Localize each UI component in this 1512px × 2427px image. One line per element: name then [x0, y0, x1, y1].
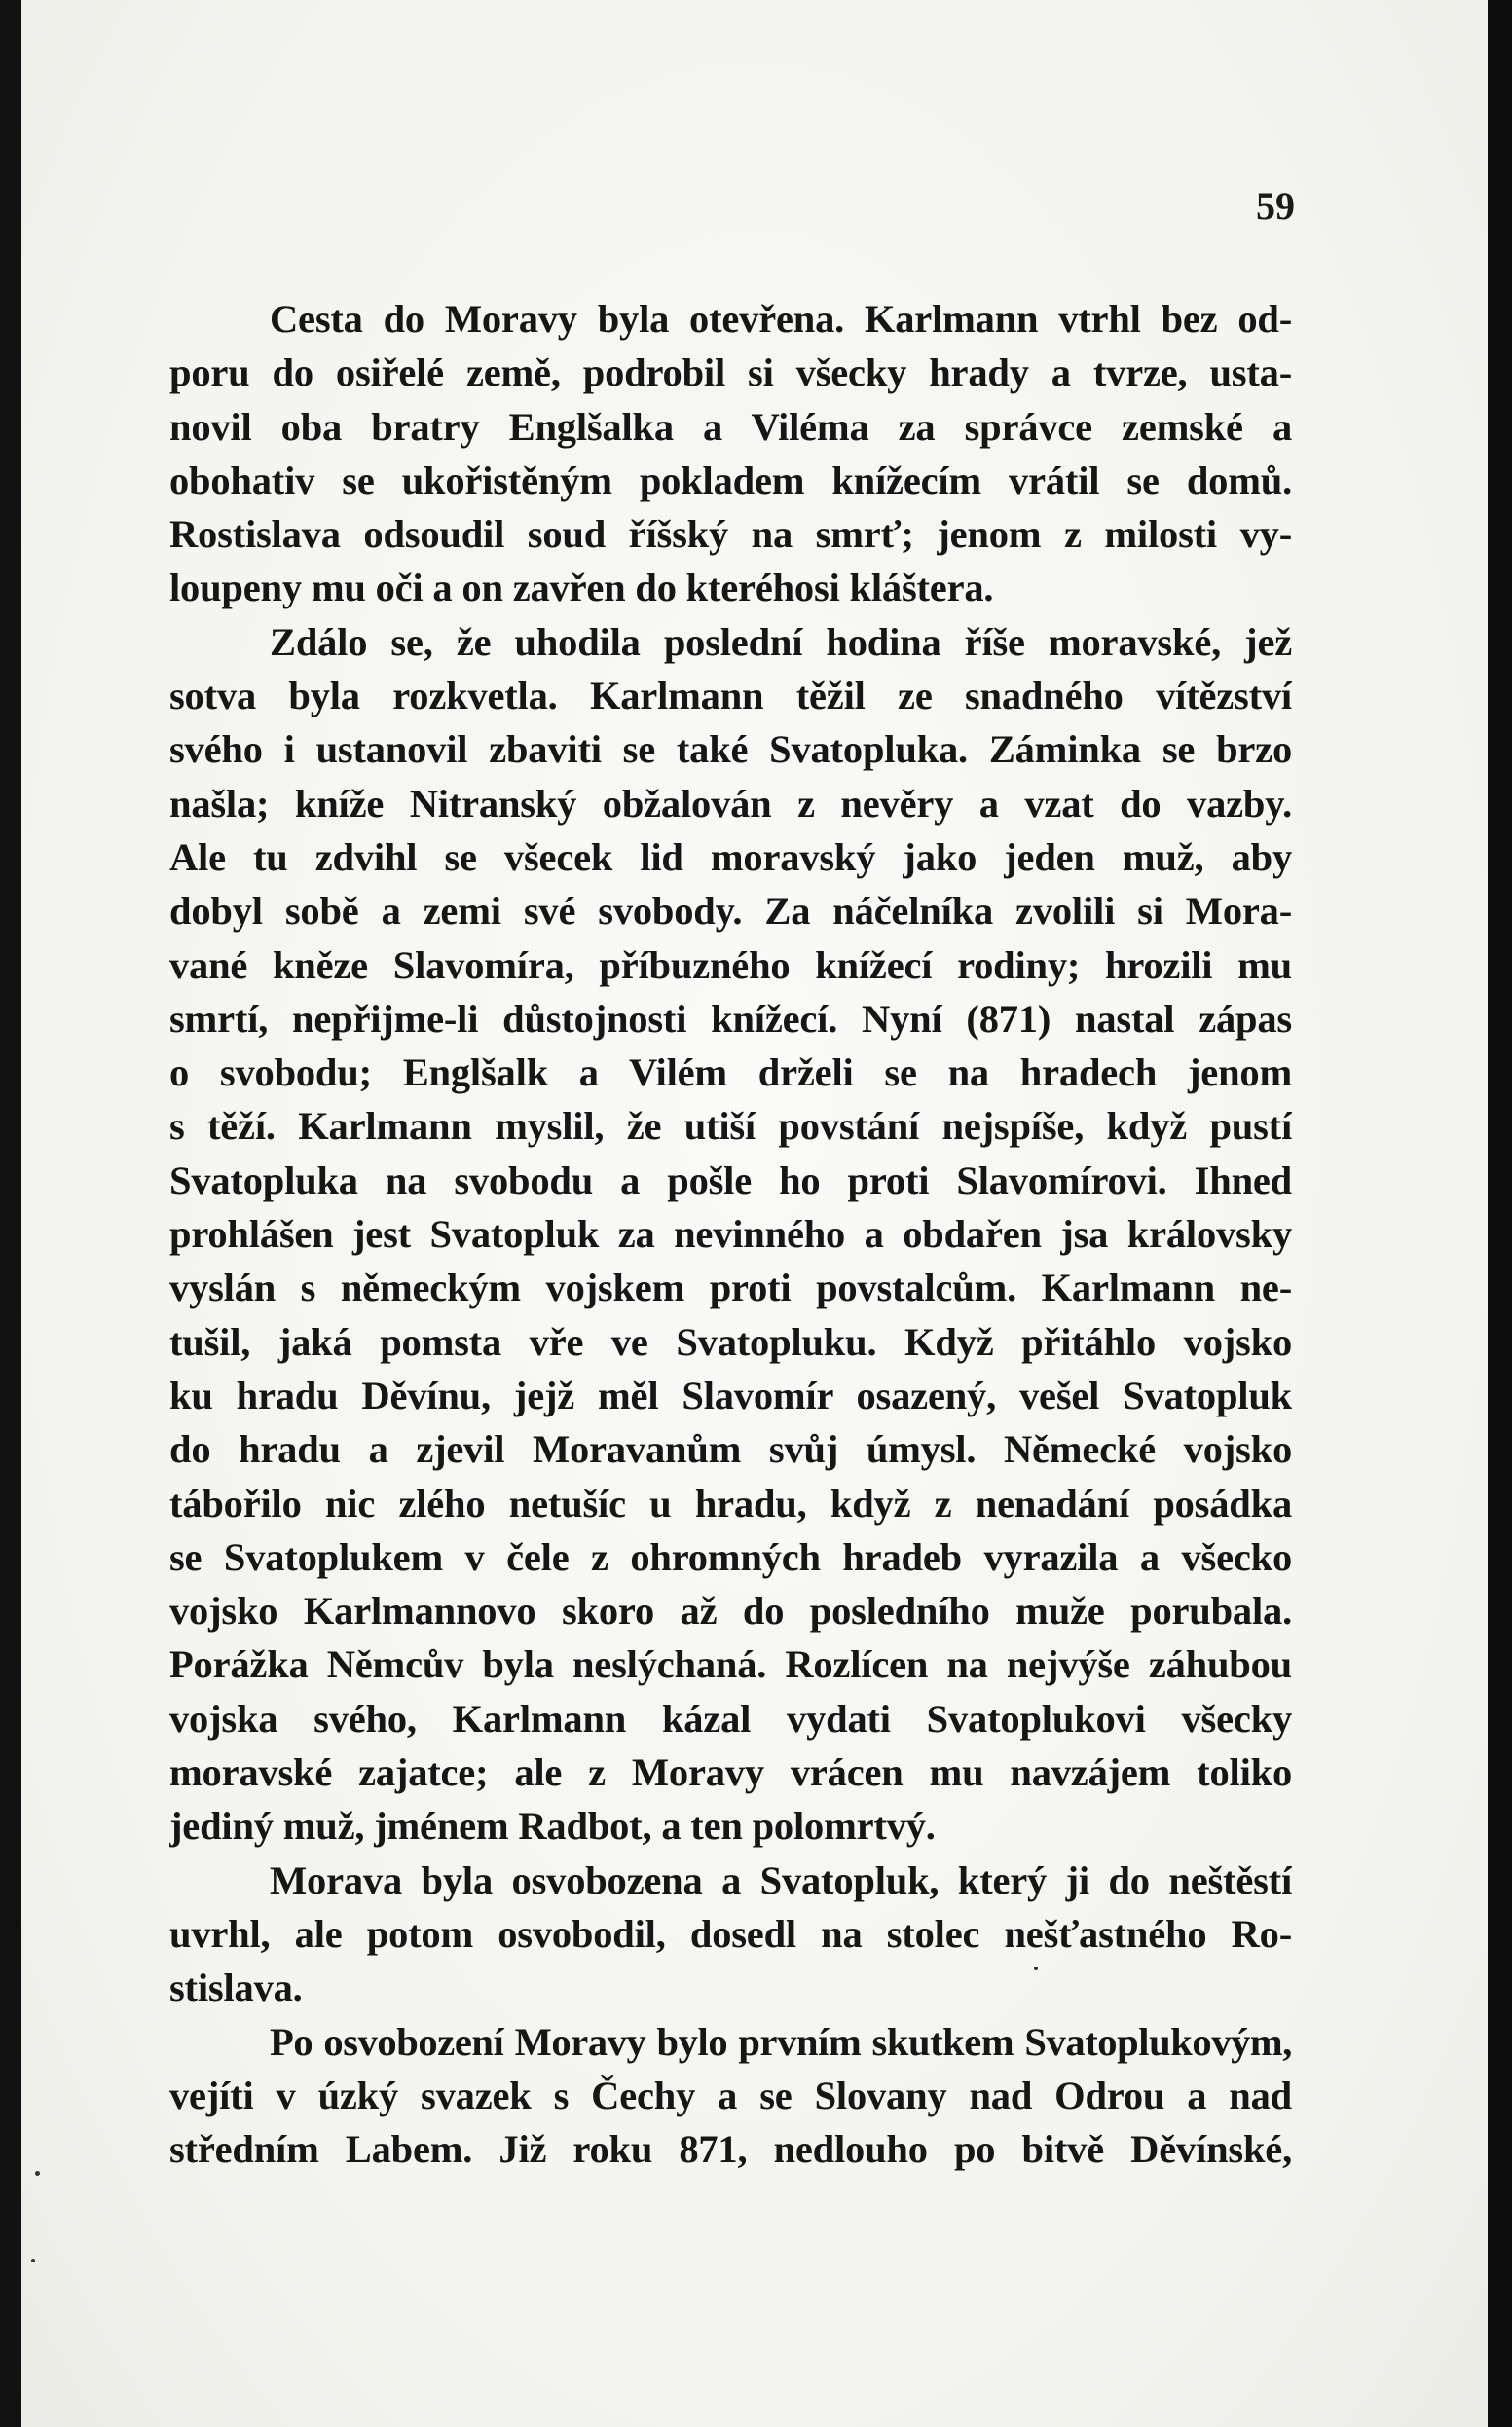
text-line: Porážka Němcův byla neslýchaná. Rozlícen na nejvýše záhubou — [169, 1642, 1292, 1687]
text-line: ku hradu Děvínu, jejž měl Slavomír osazený, vešel Svatopluk — [169, 1373, 1292, 1417]
text-line: uvrhl, ale potom osvobodil, dosedl na stolec nešťastného Ro- — [169, 1911, 1292, 1956]
text-line: středním Labem. Již roku 871, nedlouho po bitvě Děvínské, — [169, 2127, 1292, 2172]
text-line: moravské zajatce; ale z Moravy vrácen mu navzájem toliko — [169, 1750, 1292, 1795]
text-line: vyslán s německým vojskem proti povstalcům. Karlmann ne- — [169, 1266, 1292, 1310]
text-line: Ale tu zdvihl se všecek lid moravský jako jeden muž, aby — [169, 834, 1292, 879]
text-line: stislava. — [169, 1966, 303, 2010]
text-line: Zdálo se, že uhodila poslední hodina říše moravské, jež — [270, 619, 1292, 664]
body-text — [169, 292, 1292, 2176]
text-line: s těží. Karlmann myslil, že utiší povstání nejspíše, když pustí — [169, 1104, 1292, 1149]
text-line: tušil, jaká pomsta vře ve Svatopluku. Když přitáhlo vojsko — [169, 1319, 1292, 1364]
text-line: prohlášen jest Svatopluk za nevinného a obdařen jsa královsky — [169, 1212, 1292, 1257]
text-line: sotva byla rozkvetla. Karlmann těžil ze snadného vítězství — [169, 674, 1292, 718]
text-line: Cesta do Moravy byla otevřena. Karlmann vtrhl bez od- — [270, 297, 1292, 341]
text-line: vejíti v úzký svazek s Čechy a se Slovany nad Odrou a nad — [169, 2073, 1292, 2117]
text-line: se Svatoplukem v čele z ohromných hradeb vyrazila a všecko — [169, 1534, 1292, 1579]
text-line: jediný muž, jménem Radbot, a ten polomrtvý. — [169, 1804, 936, 1849]
text-line: poru do osiřelé země, podrobil si všecky hrady a tvrze, usta- — [169, 350, 1292, 395]
text-line: o svobodu; Englšalk a Vilém drželi se na hradech jenom — [169, 1050, 1292, 1095]
paper-speck — [1034, 1967, 1038, 1970]
text-line: vojska svého, Karlmann kázal vydati Svatoplukovi všecky — [169, 1696, 1292, 1741]
text-line: Svatopluka na svobodu a pošle ho proti Slavomírovi. Ihned — [169, 1158, 1292, 1202]
text-line: smrtí, nepřijme-li důstojnosti knížecí. Nyní (871) nastal zápas — [169, 996, 1292, 1041]
text-line: novil oba bratry Englšalka a Viléma za správce zemské a — [169, 404, 1292, 449]
text-line: Po osvobození Moravy bylo prvním skutkem Svatoplukovým, — [270, 2019, 1292, 2064]
text-line: obohativ se ukořistěným pokladem knížecím vrátil se domů. — [169, 458, 1292, 502]
text-line: svého i ustanovil zbaviti se také Svatopluka. Záminka se brzo — [169, 727, 1292, 772]
text-line: vané kněze Slavomíra, příbuzného knížecí rodiny; hrozili mu — [169, 942, 1292, 987]
text-line: Rostislava odsoudil soud říšský na smrť; jenom z milosti vy- — [169, 512, 1292, 557]
paper-speck — [35, 2171, 40, 2176]
text-line: Morava byla osvobozena a Svatopluk, který ji do neštěstí — [270, 1857, 1292, 1902]
text-line: tábořilo nic zlého netušíc u hradu, když z nenadání posádka — [169, 1481, 1292, 1526]
page-number: 59 — [1256, 184, 1295, 228]
text-line: dobyl sobě a zemi své svobody. Za náčelníka zvolili si Mora- — [169, 889, 1292, 934]
text-line: našla; kníže Nitranský obžalován z nevěry a vzat do vazby. — [169, 781, 1292, 826]
book-page — [21, 0, 1488, 2427]
paper-speck — [31, 2259, 35, 2262]
text-line: do hradu a zjevil Moravanům svůj úmysl. Německé vojsko — [169, 1427, 1292, 1472]
scan-edge — [1488, 0, 1512, 2427]
text-line: loupeny mu oči a on zavřen do kteréhosi kláštera. — [169, 566, 994, 610]
text-line: vojsko Karlmannovo skoro až do posledního muže porubala. — [169, 1589, 1292, 1634]
